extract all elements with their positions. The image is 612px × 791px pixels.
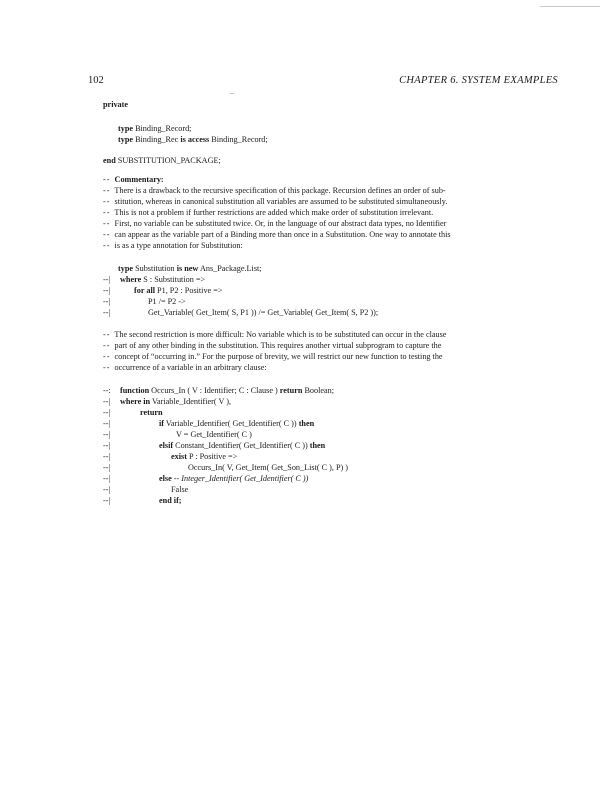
comment-text: The second restriction is more difficult: No variable which is to be substituted can occur in the clause	[114, 330, 447, 339]
for-all-keyword: for all	[134, 286, 155, 295]
exist-keyword: exist	[171, 452, 187, 461]
else-keyword: else	[159, 474, 172, 483]
annotation-prefix: --|	[103, 485, 111, 494]
annotation-prefix: --|	[103, 308, 111, 317]
comment-text: This is not a problem if further restrictions are added which make order of substitution irrelevant.	[114, 208, 434, 217]
annotation-prefix: --|	[103, 474, 111, 483]
comment-text: First, no variable can be substituted twice. Or, in the language of our abstract data types, no Identifier	[114, 219, 447, 228]
inline-comment: -- Integer_Identifier( Get_Identifier( C ))	[173, 474, 309, 483]
is-keyword: is	[180, 135, 186, 144]
then-keyword: then	[309, 441, 326, 450]
annotation-prefix: --|	[103, 275, 111, 284]
comment-marker: --	[103, 175, 111, 184]
access-keyword: access	[187, 135, 210, 144]
annotation-prefix: --|	[103, 441, 111, 450]
type-keyword: type	[118, 124, 134, 133]
comment-marker: --	[103, 341, 111, 350]
annotation-line	[159, 497, 182, 505]
is-keyword: is	[176, 264, 183, 273]
annotation-line: Get_Variable( Get_Item( S, P1 )) /= Get_Variable( Get_Item( S, P2 ));	[148, 308, 379, 317]
private-type-line-2	[118, 136, 268, 144]
comment-marker: --	[103, 230, 111, 239]
code-text: Binding_Rec	[135, 135, 179, 144]
if-keyword: if	[159, 419, 165, 428]
code-text: P1, P2 : Positive =>	[157, 286, 223, 295]
code-text: Ans_Package.List;	[199, 264, 262, 273]
annotation-prefix: --|	[103, 419, 111, 428]
code-text: Substitution	[135, 264, 175, 273]
code-text: Binding_Record;	[135, 124, 192, 133]
annotation-line	[120, 276, 205, 284]
annotation-prefix: --|	[103, 286, 111, 295]
code-text: Constant_Identifier( Get_Identifier( C ))	[175, 441, 308, 450]
in-keyword: in	[143, 397, 151, 406]
comment-marker: --	[103, 352, 111, 361]
code-text: Occurs_In ( V : Identifier; C : Clause )	[151, 386, 278, 395]
commentary-heading: Commentary:	[114, 175, 164, 184]
commentary-line	[103, 187, 446, 195]
annotation-line	[159, 442, 325, 450]
restriction-line	[103, 364, 267, 372]
comment-text: stitution, whereas in canonical substitution all variables are assumed to be substituted simultaneously.	[114, 197, 448, 206]
annotation-line: V = Get_Identifier( C )	[176, 430, 252, 439]
comment-text: part of any other binding in the substitution. This requires another virtual subprogram to capture the	[114, 341, 442, 350]
elsif-keyword: elsif	[159, 441, 174, 450]
annotation-line: False	[171, 485, 189, 494]
annotation-prefix: --|	[103, 397, 111, 406]
where-keyword: where	[120, 397, 142, 406]
annotation-prefix: --:	[103, 386, 111, 395]
substitution-type-line	[118, 265, 262, 273]
code-text: S : Substitution =>	[143, 275, 206, 284]
comment-marker: --	[103, 241, 111, 250]
function-signature	[120, 387, 334, 395]
comment-text: is as a type annotation for Substitution:	[114, 241, 243, 250]
annotation-line: P1 /= P2 ->	[148, 297, 186, 306]
end-keyword: end	[103, 156, 116, 165]
code-text: Boolean;	[304, 386, 334, 395]
comment-marker: --	[103, 197, 111, 206]
scan-mark-top	[540, 6, 600, 7]
annotation-prefix: --|	[103, 452, 111, 461]
type-keyword: type	[118, 135, 134, 144]
annotation-line	[171, 453, 237, 461]
commentary-line	[103, 220, 446, 228]
comment-marker: --	[103, 219, 111, 228]
annotation-prefix: --|	[103, 408, 111, 417]
code-text: SUBSTITUTION_PACKAGE;	[117, 156, 221, 165]
code-text: Variable_Identifier( Get_Identifier( C ))	[165, 419, 297, 428]
comment-text: occurrence of a variable in an arbitrary clause:	[114, 363, 267, 372]
annotation-prefix: --|	[103, 430, 111, 439]
then-keyword: then	[298, 419, 315, 428]
code-text: P : Positive =>	[188, 452, 238, 461]
commentary-line	[103, 198, 447, 206]
comment-text: There is a drawback to the recursive specification of this package. Recursion defines an order of sub-	[114, 186, 446, 195]
running-chapter-title: CHAPTER 6. SYSTEM EXAMPLES	[399, 75, 558, 86]
annotation-prefix: --|	[103, 463, 111, 472]
page-number: 102	[88, 75, 104, 86]
commentary-line	[103, 242, 243, 250]
code-text: Variable_Identifier( V ),	[152, 397, 232, 406]
commentary-line	[103, 209, 433, 217]
annotation-line	[159, 420, 314, 428]
scan-mark-top-2	[230, 93, 234, 94]
annotation-prefix: --|	[103, 496, 111, 505]
return-keyword: return	[140, 408, 163, 417]
commentary-line	[103, 231, 451, 239]
return-keyword: return	[279, 386, 303, 395]
end-keyword: end	[159, 496, 172, 505]
where-keyword: where	[120, 275, 142, 284]
restriction-line	[103, 353, 443, 361]
private-type-line-1	[118, 125, 191, 133]
type-keyword: type	[118, 264, 134, 273]
comment-marker: --	[103, 186, 111, 195]
comment-text: can appear as the variable part of a Binding more than once in a Substitution. One way to annotate this	[114, 230, 451, 239]
annotation-line	[134, 287, 222, 295]
comment-marker: --	[103, 208, 111, 217]
commentary-heading-line	[103, 176, 164, 184]
new-keyword: new	[184, 264, 199, 273]
annotation-line: Occurs_In( V, Get_Item( Get_Son_List( C ), P) )	[188, 463, 349, 472]
annotation-line	[120, 398, 231, 406]
restriction-line	[103, 342, 441, 350]
code-text: Binding_Record;	[211, 135, 268, 144]
comment-marker: --	[103, 363, 111, 372]
if-keyword: if;	[173, 496, 182, 505]
restriction-line	[103, 331, 446, 339]
annotation-prefix: --|	[103, 297, 111, 306]
package-end-line	[103, 157, 221, 165]
comment-marker: --	[103, 330, 111, 339]
private-keyword: private	[103, 100, 129, 109]
comment-text: concept of “occurring in.” For the purpose of brevity, we will restrict our new function to testing the	[114, 352, 443, 361]
annotation-line	[159, 475, 308, 483]
function-keyword: function	[120, 386, 150, 395]
